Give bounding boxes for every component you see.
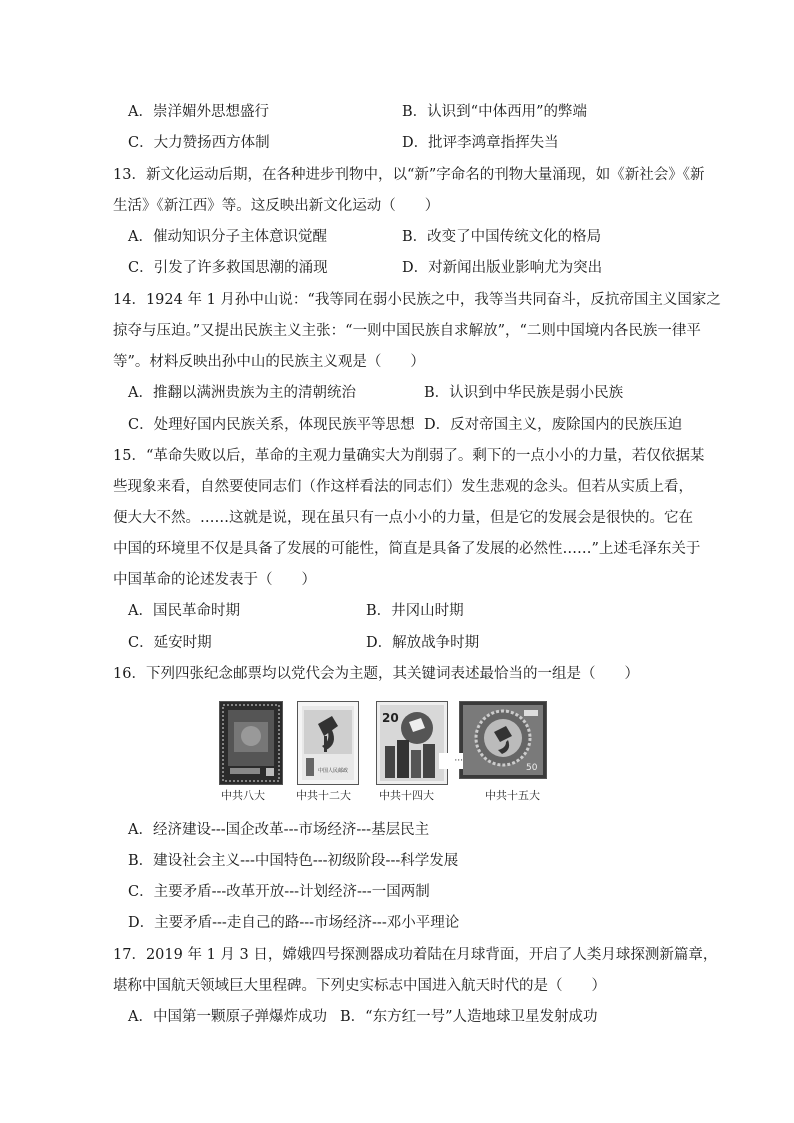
q13-option-c: C．引发了许多救国思潮的涌现 xyxy=(128,260,328,276)
stamp-4-caption: 中共十五大 xyxy=(485,789,540,802)
q12-option-b: B．认识到“中体西用”的弊端 xyxy=(402,104,587,120)
q12-option-a: A．崇洋媚外思想盛行 xyxy=(128,104,269,120)
q13-stem-line-1: 13．新文化运动后期，在各种进步刊物中，以“新”字命名的刊物大量涌现，如《新社会》《新 xyxy=(113,167,705,183)
stamp-1-caption: 中共八大 xyxy=(221,789,265,802)
q14-option-d: D．反对帝国主义，废除国内的民族压迫 xyxy=(424,417,683,433)
stamp-3-caption: 中共十四大 xyxy=(379,789,434,802)
q16-option-d: D．主要矛盾---走自己的路---市场经济---邓小平理论 xyxy=(128,915,460,931)
q14-stem-line-3: 等”。材料反映出孙中山的民族主义观是（ ） xyxy=(113,354,425,370)
q12-option-c: C．大力赞扬西方体制 xyxy=(128,135,270,151)
q15-stem-line-2: 些现象来看，自然要使同志们（作这样看法的同志们）发生悲观的念头。但若从实质上看， xyxy=(113,479,693,495)
q16-stem-line-1: 16．下列四张纪念邮票均以党代会为主题，其关键词表述最恰当的一组是（ ） xyxy=(113,666,639,682)
q17-option-a: A．中国第一颗原子弹爆炸成功 xyxy=(128,1009,327,1025)
stamp-2-caption: 中共十二大 xyxy=(296,789,351,802)
q14-option-c: C．处理好国内民族关系，体现民族平等思想 xyxy=(128,417,415,433)
q15-option-b: B．井冈山时期 xyxy=(366,603,464,619)
q13-option-a: A．催动知识分子主体意识觉醒 xyxy=(128,229,327,245)
q15-stem-line-1: 15．“革命失败以后，革命的主观力量确实大为削弱了。剩下的一点小小的力量，若仅依据某 xyxy=(113,448,705,464)
q14-stem-line-1: 14．1924 年 1 月孙中山说：“我等同在弱小民族之中，我等当共同奋斗，反抗帝国主义国家之 xyxy=(113,292,721,308)
stamp-14th-congress-text: 20 xyxy=(382,711,399,725)
q16-option-c: C．主要矛盾---改革开放---计划经济---一国两制 xyxy=(128,884,430,900)
q15-option-d: D．解放战争时期 xyxy=(366,635,480,651)
q13-option-b: B．改变了中国传统文化的格局 xyxy=(402,229,602,245)
image-crop-mask: ··· xyxy=(439,753,463,769)
stamp-15th-congress-icon xyxy=(459,701,547,779)
q15-stem-line-4: 中国的环境里不仅是具备了发展的可能性，简直是具备了发展的必然性……”上述毛泽东关于 xyxy=(113,541,701,557)
stamp-figure xyxy=(219,701,579,805)
q15-stem-line-3: 便大大不然。……这就是说，现在虽只有一点小小的力量，但是它的发展会是很快的。它在 xyxy=(113,510,693,526)
q17-option-b: B．“东方红一号”人造地球卫星发射成功 xyxy=(340,1009,598,1025)
q15-stem-line-5: 中国革命的论述发表于（ ） xyxy=(113,572,316,588)
q13-stem-line-2: 生活》《新江西》等。这反映出新文化运动（ ） xyxy=(113,198,440,214)
stamp-8th-congress-icon xyxy=(219,701,283,785)
stamp-14th-congress-icon xyxy=(376,701,448,785)
q13-option-d: D．对新闻出版业影响尤为突出 xyxy=(402,260,603,276)
q16-option-b: B．建设社会主义---中国特色---初级阶段---科学发展 xyxy=(128,853,459,869)
q15-option-a: A．国民革命时期 xyxy=(128,603,240,619)
q16-option-a: A．经济建设---国企改革---市场经济---基层民主 xyxy=(128,822,430,838)
q17-stem-line-1: 17．2019 年 1 月 3 日，嫦娥四号探测器成功着陆在月球背面，开启了人类月球探测新篇章， xyxy=(113,947,718,963)
q14-stem-line-2: 掠夺与压迫。”又提出民族主义主张：“一则中国民族自求解放”，“二则中国境内各民族一律平 xyxy=(113,323,701,339)
q15-option-c: C．延安时期 xyxy=(128,635,212,651)
q14-option-a: A．推翻以满洲贵族为主的清朝统治 xyxy=(128,385,356,401)
stamp-12th-congress-icon xyxy=(297,701,359,785)
q12-option-d: D．批评李鸿章指挥失当 xyxy=(402,135,559,151)
stamp-15th-congress-text: 50 xyxy=(526,763,538,773)
stamp-12th-congress-text: 中国人民邮政 xyxy=(318,768,349,774)
q14-option-b: B．认识到中华民族是弱小民族 xyxy=(424,385,624,401)
q17-stem-line-2: 堪称中国航天领域巨大里程碑。下列史实标志中国进入航天时代的是（ ） xyxy=(113,978,606,994)
